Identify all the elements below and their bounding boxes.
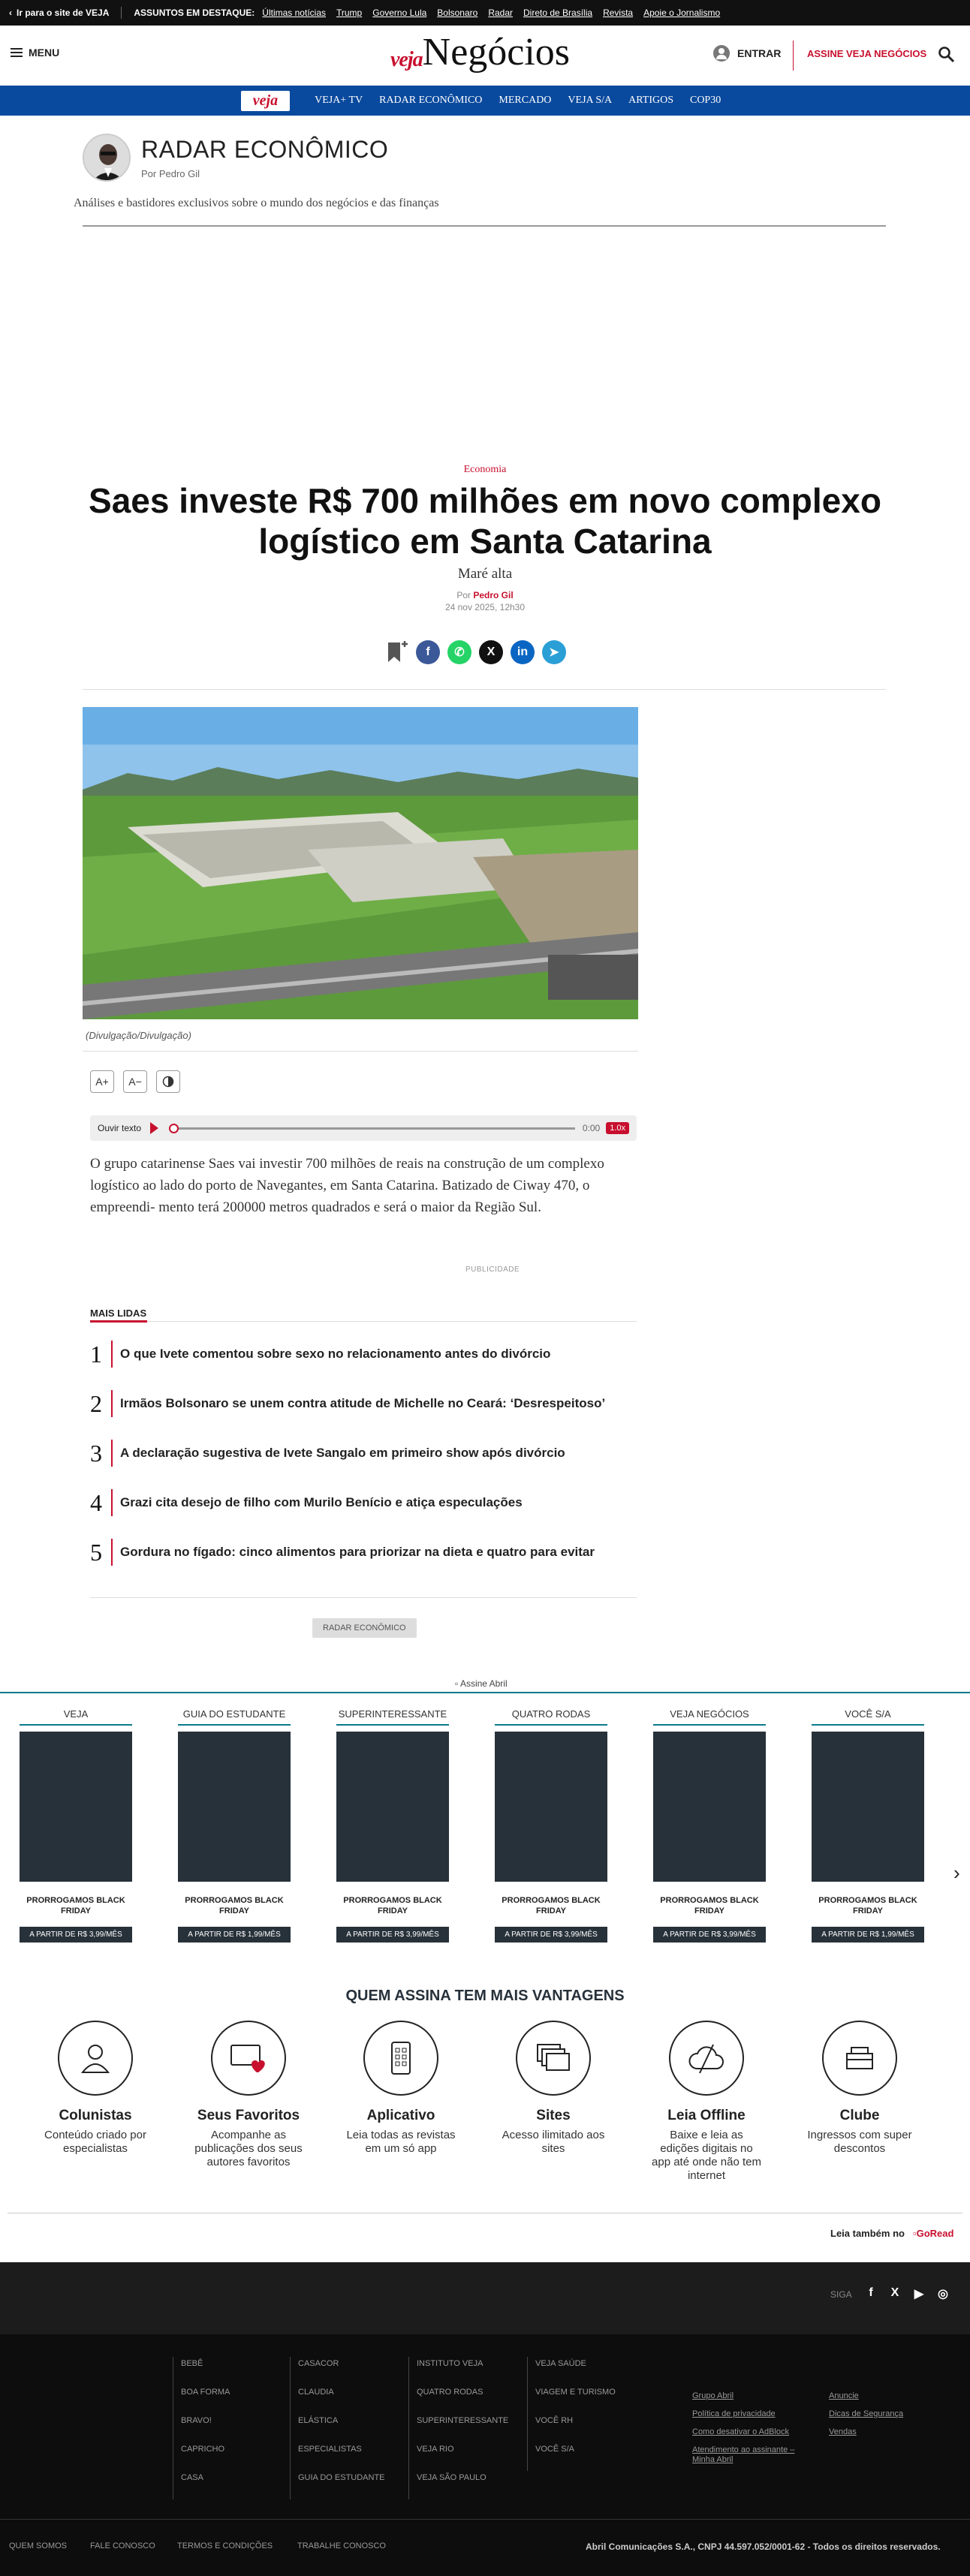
highlight-link[interactable]: Radar [488, 8, 514, 18]
publication-card[interactable]: SUPERINTERESSANTE PRORROGAMOS BLACK FRIDAY A PARTIR DE R$ 3,99/MÊS [336, 1708, 449, 1943]
footer-column [408, 2357, 508, 2499]
footer-column [173, 2357, 230, 2499]
youtube-icon[interactable]: ▶ [914, 2288, 924, 2301]
broken-image-icon: ▫ [455, 1678, 459, 1689]
column-author: Por Pedro Gil [141, 168, 200, 179]
bookmark-icon[interactable] [386, 639, 408, 665]
divider [83, 689, 886, 690]
footer-link[interactable]: Anuncie [829, 2391, 859, 2400]
ad-label: PUBLICIDADE [465, 1265, 520, 1274]
footer-link[interactable]: Política de privacidade [692, 2409, 776, 2418]
share-bar [386, 639, 566, 665]
magazine-cover [653, 1732, 766, 1882]
footer-bottom-link[interactable]: QUEM SOMOS [9, 2541, 68, 2550]
nav-item[interactable]: VEJA+ TV [315, 95, 363, 106]
facebook-icon[interactable]: f [416, 640, 440, 664]
footer-link[interactable]: CASACOR [298, 2359, 339, 2368]
footer-link[interactable]: CAPRICHO [181, 2445, 225, 2454]
avatar [83, 134, 131, 182]
top-bar [0, 0, 970, 26]
most-read-item[interactable]: 3 A declaração sugestiva de Ivete Sangalo em primeiro show após divórcio [90, 1439, 565, 1467]
audio-progress[interactable] [169, 1127, 575, 1130]
magazine-cover [495, 1732, 607, 1882]
broken-image-icon: ▫ [913, 2228, 917, 2239]
price-button[interactable]: A PARTIR DE R$ 3,99/MÊS [653, 1927, 766, 1943]
benefit-item: Aplicativo Leia todas as revistas em um só app [345, 2021, 457, 2156]
divider [0, 2519, 970, 2520]
publication-card[interactable]: QUATRO RODAS PRORROGAMOS BLACK FRIDAY A PARTIR DE R$ 3,99/MÊS [495, 1708, 607, 1943]
footer-link[interactable]: BOA FORMA [181, 2388, 230, 2397]
divider [121, 7, 122, 19]
divider [0, 1692, 970, 1693]
footer-link[interactable]: Grupo Abril [692, 2391, 734, 2400]
article-body: O grupo catarinense Saes vai investir 700 milhões de reais na construção de um complexo logístico ao lado do porto de Navegantes, em Santa Catarina. Batizado de Ciway 470, o empreendi- mento terá 200000 metros quadrados e será o maior da Região Sul. [90, 1156, 604, 1215]
benefit-item: Colunistas Conteúdo criado por especialistas [39, 2021, 152, 2156]
nav-item[interactable]: VEJA S/A [568, 95, 613, 106]
play-icon[interactable] [150, 1122, 158, 1134]
footer-bottom-link[interactable]: TRABALHE CONOSCO [297, 2541, 386, 2550]
x-icon[interactable]: X [479, 640, 503, 664]
footer-bottom-link[interactable]: FALE CONOSCO [90, 2541, 155, 2550]
author-link[interactable]: Pedro Gil [473, 590, 514, 600]
photo-caption: (Divulgação/Divulgação) [86, 1030, 191, 1041]
magazine-cover [178, 1732, 291, 1882]
column-description: Análises e bastidores exclusivos sobre o mundo dos negócios e das finanças [74, 197, 439, 209]
footer-link[interactable]: VOCÊ RH [535, 2416, 574, 2425]
divider [793, 41, 794, 71]
footer-link[interactable]: BRAVO! [181, 2416, 212, 2425]
footer-link[interactable]: ESPECIALISTAS [298, 2445, 362, 2454]
price-button[interactable]: A PARTIR DE R$ 3,99/MÊS [20, 1927, 132, 1943]
site-header [0, 26, 970, 86]
publication-card[interactable]: VEJA NEGÓCIOS PRORROGAMOS BLACK FRIDAY A PARTIR DE R$ 3,99/MÊS [653, 1708, 766, 1943]
most-read-item[interactable]: 4 Grazi cita desejo de filho com Murilo Benício e atiça especulações [90, 1488, 523, 1516]
publication-card[interactable]: GUIA DO ESTUDANTE PRORROGAMOS BLACK FRIDAY A PARTIR DE R$ 1,99/MÊS [178, 1708, 291, 1943]
footer-link[interactable]: ELÁSTICA [298, 2416, 339, 2425]
audio-player [90, 1115, 637, 1141]
highlight-link[interactable]: Apoie o Jornalismo [643, 8, 721, 18]
most-read-item[interactable]: 5 Gordura no fígado: cinco alimentos para priorizar na dieta e quatro para evitar [90, 1538, 595, 1566]
divider [90, 1597, 637, 1598]
benefit-item: Leia Offline Baixe e leia as edições digitais no app até onde não tem internet [650, 2021, 763, 2183]
price-button[interactable]: A PARTIR DE R$ 3,99/MÊS [495, 1927, 607, 1943]
most-read-heading: MAIS LIDAS [90, 1308, 147, 1319]
footer-bottom-link[interactable]: TERMOS E CONDIÇÕES [177, 2541, 273, 2550]
article-kicker[interactable]: Economia [463, 464, 507, 475]
footer-link[interactable]: VOCÊ S/A [535, 2445, 574, 2454]
speed-button[interactable]: 1.0x [606, 1122, 629, 1134]
article-title: Saes investe R$ 700 milhões em novo complexo logístico em Santa Catarina [89, 481, 881, 561]
telegram-icon[interactable]: ➤ [542, 640, 566, 664]
highlights-label: ASSUNTOS EM DESTAQUE: [134, 8, 255, 18]
contrast-icon [162, 1076, 174, 1088]
footer-link[interactable]: BEBÊ [181, 2359, 203, 2368]
footer-link[interactable]: Dicas de Segurança [829, 2409, 904, 2418]
nav-item[interactable]: COP30 [689, 95, 721, 106]
reading-tools [90, 1070, 180, 1093]
footer-link[interactable]: VEJA SÃO PAULO [417, 2473, 487, 2482]
nav-item[interactable]: MERCADO [499, 95, 552, 106]
section-nav [0, 86, 970, 116]
article-photo[interactable] [83, 707, 638, 1019]
magazine-cover [336, 1732, 449, 1882]
footer-link[interactable]: Vendas [829, 2427, 857, 2436]
hamburger-icon [11, 48, 23, 57]
logo-veja: veja [390, 48, 423, 71]
phone-app-icon [386, 2039, 416, 2077]
footer-link[interactable]: INSTITUTO VEJA [417, 2359, 483, 2368]
chevron-left-icon: ‹ [9, 8, 12, 18]
magazine-cover [812, 1732, 924, 1882]
price-button[interactable]: A PARTIR DE R$ 1,99/MÊS [178, 1927, 291, 1943]
listen-label: Ouvir texto [98, 1123, 142, 1133]
follow-label: SIGA [830, 2289, 852, 2300]
footer-link[interactable]: CLAUDIA [298, 2388, 334, 2397]
benefit-item: Clube Ingressos com super descontos [803, 2021, 916, 2156]
font-increase-button[interactable]: A+ [90, 1070, 114, 1093]
highlight-link[interactable]: Bolsonaro [437, 8, 478, 18]
search-icon[interactable] [937, 45, 955, 63]
article-byline: Por Pedro Gil [456, 590, 514, 600]
benefit-item: Sites Acesso ilimitado aos sites [497, 2021, 610, 2156]
publication-card[interactable]: VEJA PRORROGAMOS BLACK FRIDAY A PARTIR DE R$ 3,99/MÊS [20, 1708, 132, 1943]
font-decrease-button[interactable]: A− [123, 1070, 147, 1093]
divider [83, 1051, 638, 1052]
subscribe-banner-image[interactable]: ▫ Assine Abril [455, 1678, 508, 1689]
footer-column [527, 2357, 616, 2471]
footer-link[interactable]: VIAGEM E TURISMO [535, 2388, 616, 2397]
menu-button[interactable]: MENU [11, 47, 59, 59]
footer-link[interactable]: VEJA RIO [417, 2445, 454, 2454]
nav-item[interactable]: RADAR ECONÔMICO [379, 95, 483, 106]
footer-link[interactable]: QUATRO RODAS [417, 2388, 483, 2397]
footer-link[interactable]: Atendimento ao assinante – Minha Abril [692, 2445, 795, 2464]
contrast-button[interactable] [156, 1070, 180, 1093]
column-title[interactable]: RADAR ECONÔMICO [141, 136, 389, 163]
site-logo[interactable] [390, 33, 570, 72]
person-icon [77, 2039, 114, 2077]
highlight-link[interactable]: Revista [603, 8, 634, 18]
facebook-icon[interactable]: f [869, 2286, 873, 2299]
heart-screen-icon [228, 2039, 269, 2077]
linkedin-icon[interactable]: in [511, 640, 535, 664]
highlight-link[interactable]: Trump [336, 8, 363, 18]
copyright: Abril Comunicações S.A., CNPJ 44.597.052/0001-62 - Todos os direitos reservados. [586, 2541, 941, 2552]
most-read-item[interactable]: 2 Irmãos Bolsonaro se unem contra atitude de Michelle no Ceará: ‘Desrespeitoso’ [90, 1389, 606, 1417]
column-header [83, 134, 388, 182]
price-button[interactable]: A PARTIR DE R$ 3,99/MÊS [336, 1927, 449, 1943]
benefit-item: Seus Favoritos Acompanhe as publicações dos seus autores favoritos [192, 2021, 305, 2169]
price-button[interactable]: A PARTIR DE R$ 1,99/MÊS [812, 1927, 924, 1943]
carousel-next-icon[interactable]: › [953, 1861, 960, 1884]
footer-link[interactable]: Como desativar o AdBlock [692, 2427, 790, 2436]
windows-stack-icon [535, 2042, 572, 2075]
x-icon[interactable]: X [890, 2286, 899, 2299]
divider [90, 1320, 147, 1323]
whatsapp-icon[interactable]: ✆ [447, 640, 471, 664]
logo-negocios: Negócios [422, 31, 571, 74]
footer-link[interactable]: SUPERINTERESSANTE [417, 2416, 509, 2425]
footer-link[interactable]: GUIA DO ESTUDANTE [298, 2473, 385, 2482]
article-tag[interactable]: RADAR ECONÔMICO [312, 1618, 417, 1638]
footer-link[interactable]: CASA [181, 2473, 203, 2482]
footer-social-bar [0, 2262, 970, 2334]
back-to-veja-link[interactable]: ‹ Ir para o site de VEJA [9, 8, 110, 18]
goread-label: Leia também no [830, 2228, 905, 2239]
highlight-link[interactable]: Governo Lula [372, 8, 427, 18]
cloud-off-icon [686, 2042, 727, 2075]
login-button[interactable]: ENTRAR [713, 45, 781, 62]
benefits-title: QUEM ASSINA TEM MAIS VANTAGENS [345, 1988, 625, 2004]
publication-card[interactable]: VOCÊ S/A PRORROGAMOS BLACK FRIDAY A PARTIR DE R$ 1,99/MÊS [812, 1708, 924, 1943]
goread-link[interactable]: ▫GoRead [913, 2228, 954, 2239]
subscribe-button[interactable]: ASSINE VEJA NEGÓCIOS [807, 48, 927, 59]
highlight-link[interactable]: Direto de Brasília [523, 8, 593, 18]
user-icon [713, 45, 730, 62]
audio-time: 0:00 [582, 1123, 601, 1133]
footer-link[interactable]: VEJA SAÚDE [535, 2359, 586, 2368]
magazine-cover [20, 1732, 132, 1882]
divider [83, 225, 886, 227]
divider [90, 1321, 637, 1322]
article-date: 24 nov 2025, 12h30 [444, 602, 526, 612]
article-subtitle: Maré alta [457, 566, 513, 582]
ticket-icon [841, 2042, 878, 2075]
instagram-icon[interactable]: ◎ [938, 2288, 948, 2301]
footer-column [290, 2357, 385, 2499]
most-read-item[interactable]: 1 O que Ivete comentou sobre sexo no relacionamento antes do divórcio [90, 1340, 551, 1368]
highlight-link[interactable]: Últimas notícias [262, 8, 326, 18]
nav-veja-logo[interactable]: veja [241, 91, 290, 111]
nav-item[interactable]: ARTIGOS [628, 95, 673, 106]
